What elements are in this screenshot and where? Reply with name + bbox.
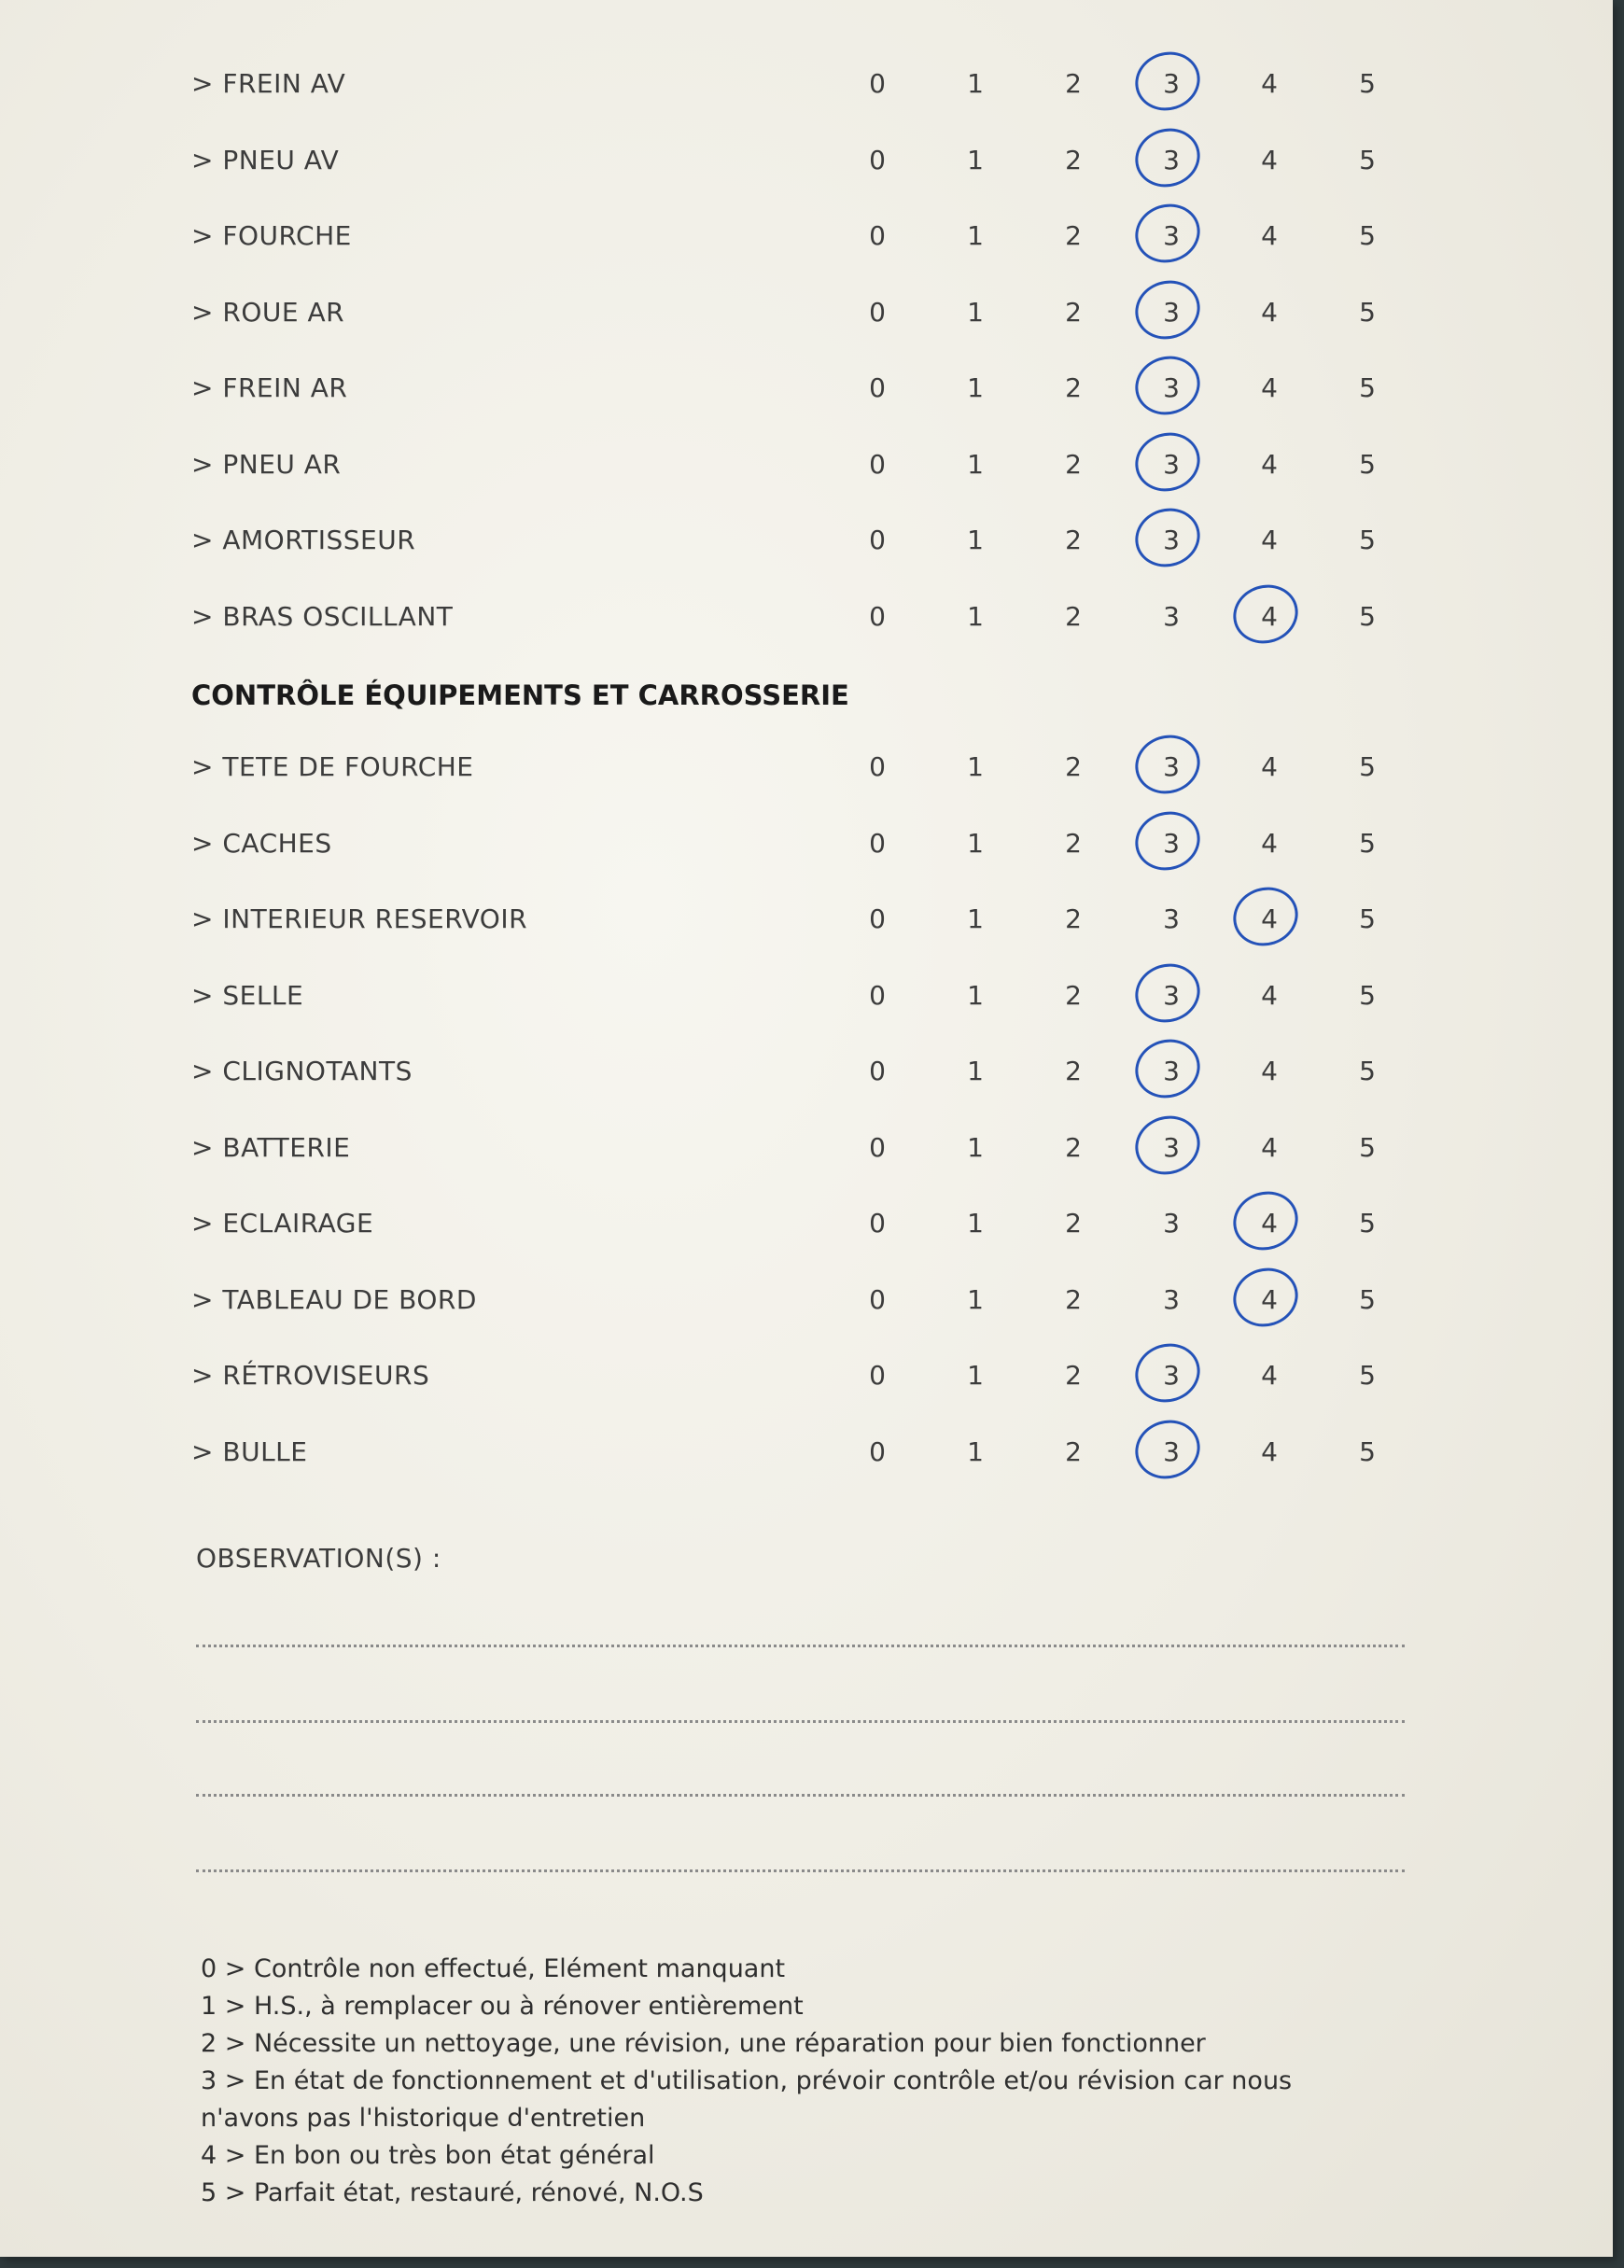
- selected-score-circle: [1127, 1031, 1208, 1107]
- score-option-0[interactable]: [859, 1043, 896, 1099]
- score-option-5[interactable]: [1349, 816, 1386, 872]
- checklist-row: [0, 739, 1613, 795]
- score-value: 0: [869, 144, 886, 175]
- item-label: > PNEU AV: [191, 144, 340, 175]
- score-value: 0: [869, 1360, 886, 1391]
- selected-score-circle: [1127, 1411, 1208, 1487]
- score-value: 0: [869, 1131, 886, 1163]
- score-value: 0: [869, 979, 886, 1011]
- checklist-row: [0, 360, 1613, 416]
- score-value: 2: [1065, 525, 1082, 555]
- score-value: 1: [967, 1283, 984, 1315]
- score-value: 0: [869, 903, 886, 934]
- score-value: 4: [1261, 144, 1278, 175]
- item-label: > SELLE: [191, 979, 304, 1011]
- score-option-0[interactable]: [859, 816, 896, 872]
- score-option-5[interactable]: [1349, 512, 1386, 568]
- score-value: 5: [1359, 372, 1376, 403]
- score-option-4[interactable]: [1251, 1272, 1288, 1328]
- selected-score-circle: [1127, 1107, 1208, 1183]
- score-option-5[interactable]: [1349, 208, 1386, 264]
- score-option-5[interactable]: [1349, 56, 1386, 112]
- score-value: 4: [1261, 903, 1278, 934]
- checklist-row: [0, 437, 1613, 493]
- score-value: 4: [1261, 827, 1278, 859]
- score-option-5[interactable]: [1349, 891, 1386, 947]
- score-option-5[interactable]: [1349, 1196, 1386, 1252]
- score-option-3[interactable]: [1153, 437, 1190, 493]
- score-option-2[interactable]: [1055, 589, 1092, 645]
- score-value: 2: [1065, 1360, 1082, 1391]
- score-option-0[interactable]: [859, 208, 896, 264]
- checklist-row: [0, 208, 1613, 264]
- selected-score-circle: [1127, 500, 1208, 576]
- score-value: 0: [869, 372, 886, 403]
- score-value: 5: [1359, 1360, 1376, 1391]
- score-option-0[interactable]: [859, 133, 896, 189]
- score-value: 5: [1359, 1056, 1376, 1086]
- score-option-3[interactable]: [1153, 133, 1190, 189]
- score-value: 5: [1359, 68, 1376, 99]
- score-option-3[interactable]: [1153, 1196, 1190, 1252]
- score-option-3[interactable]: [1153, 1424, 1190, 1480]
- legend-line: 3 > En état de fonctionnement et d'utilisation, prévoir contrôle et/ou révision car nous: [201, 2066, 1293, 2095]
- score-option-5[interactable]: [1349, 133, 1386, 189]
- checklist-row: [0, 1424, 1613, 1480]
- score-value: 2: [1065, 372, 1082, 403]
- score-option-3[interactable]: [1153, 1348, 1190, 1404]
- score-value: 2: [1065, 1283, 1082, 1315]
- score-value: 1: [967, 1360, 984, 1391]
- score-value: 4: [1261, 372, 1278, 403]
- selected-score-circle: [1127, 119, 1208, 195]
- score-value: 5: [1359, 296, 1376, 328]
- score-value: 2: [1065, 296, 1082, 328]
- score-option-3[interactable]: [1153, 1043, 1190, 1099]
- score-value: 4: [1261, 220, 1278, 251]
- observations-label: OBSERVATION(S) :: [196, 1543, 441, 1574]
- score-value: 3: [1163, 1131, 1180, 1163]
- score-value: 4: [1261, 1360, 1278, 1391]
- score-option-2[interactable]: [1055, 816, 1092, 872]
- score-value: 4: [1261, 525, 1278, 555]
- checklist-row: [0, 968, 1613, 1024]
- score-value: 2: [1065, 979, 1082, 1011]
- item-label: > AMORTISSEUR: [191, 525, 416, 555]
- score-option-3[interactable]: [1153, 285, 1190, 341]
- score-value: 2: [1065, 903, 1082, 934]
- score-value: 4: [1261, 751, 1278, 782]
- score-value: 4: [1261, 1208, 1278, 1239]
- score-option-1[interactable]: [957, 512, 994, 568]
- score-value: 1: [967, 1208, 984, 1239]
- score-option-5[interactable]: [1349, 1348, 1386, 1404]
- score-legend: [201, 1951, 1414, 2212]
- selected-score-circle: [1127, 272, 1208, 347]
- score-value: 5: [1359, 827, 1376, 859]
- score-value: 1: [967, 1131, 984, 1163]
- score-value: 4: [1261, 1131, 1278, 1163]
- score-option-3[interactable]: [1153, 589, 1190, 645]
- checklist-row: [0, 1348, 1613, 1404]
- score-value: 2: [1065, 448, 1082, 480]
- score-value: 0: [869, 827, 886, 859]
- score-value: 2: [1065, 827, 1082, 859]
- score-option-1[interactable]: [957, 133, 994, 189]
- item-label: > INTERIEUR RESERVOIR: [191, 903, 528, 934]
- selected-score-circle: [1127, 44, 1208, 119]
- score-option-1[interactable]: [957, 360, 994, 416]
- score-option-0[interactable]: [859, 1424, 896, 1480]
- score-option-3[interactable]: [1153, 968, 1190, 1024]
- score-option-4[interactable]: [1251, 512, 1288, 568]
- selected-score-circle: [1127, 803, 1208, 878]
- score-value: 2: [1065, 1435, 1082, 1467]
- score-option-0[interactable]: [859, 589, 896, 645]
- score-option-5[interactable]: [1349, 437, 1386, 493]
- item-label: > TETE DE FOURCHE: [191, 751, 474, 782]
- score-value: 3: [1163, 903, 1180, 934]
- score-option-5[interactable]: [1349, 1043, 1386, 1099]
- item-label: > BULLE: [191, 1435, 308, 1467]
- score-option-5[interactable]: [1349, 1424, 1386, 1480]
- score-option-2[interactable]: [1055, 512, 1092, 568]
- score-value: 0: [869, 525, 886, 555]
- checklist-row: [0, 816, 1613, 872]
- score-value: 4: [1261, 1435, 1278, 1467]
- score-value: 3: [1163, 220, 1180, 251]
- score-value: 5: [1359, 220, 1376, 251]
- score-value: 3: [1163, 448, 1180, 480]
- score-option-5[interactable]: [1349, 968, 1386, 1024]
- score-option-1[interactable]: [957, 56, 994, 112]
- score-value: 2: [1065, 1208, 1082, 1239]
- observation-line: [196, 1869, 1405, 1872]
- score-value: 1: [967, 1056, 984, 1086]
- selected-score-circle: [1127, 727, 1208, 803]
- item-label: > RÉTROVISEURS: [191, 1360, 430, 1391]
- score-option-1[interactable]: [957, 1120, 994, 1176]
- legend-line: 0 > Contrôle non effectué, Elément manquant: [201, 1954, 786, 1983]
- score-value: 5: [1359, 1131, 1376, 1163]
- checklist-row: [0, 56, 1613, 112]
- score-option-4[interactable]: [1251, 437, 1288, 493]
- score-value: 4: [1261, 1283, 1278, 1315]
- checklist-row: [0, 512, 1613, 568]
- score-option-3[interactable]: [1153, 739, 1190, 795]
- score-option-2[interactable]: [1055, 437, 1092, 493]
- item-label: > ECLAIRAGE: [191, 1208, 374, 1239]
- legend-line: 2 > Nécessite un nettoyage, une révision, une réparation pour bien fonctionner: [201, 2029, 1206, 2058]
- score-option-5[interactable]: [1349, 739, 1386, 795]
- score-option-4[interactable]: [1251, 1196, 1288, 1252]
- score-value: 5: [1359, 525, 1376, 555]
- score-value: 0: [869, 600, 886, 632]
- observation-line: [196, 1794, 1405, 1797]
- score-option-4[interactable]: [1251, 968, 1288, 1024]
- score-option-1[interactable]: [957, 968, 994, 1024]
- item-label: > BATTERIE: [191, 1131, 351, 1163]
- score-value: 4: [1261, 979, 1278, 1011]
- score-value: 1: [967, 144, 984, 175]
- score-option-1[interactable]: [957, 1348, 994, 1404]
- score-option-1[interactable]: [957, 1272, 994, 1328]
- score-value: 5: [1359, 1208, 1376, 1239]
- score-value: 1: [967, 827, 984, 859]
- score-value: 5: [1359, 1435, 1376, 1467]
- checklist-row: [0, 1196, 1613, 1252]
- score-value: 1: [967, 600, 984, 632]
- score-option-4[interactable]: [1251, 816, 1288, 872]
- score-option-4[interactable]: [1251, 360, 1288, 416]
- checklist-row: [0, 1272, 1613, 1328]
- selected-score-circle: [1225, 879, 1306, 955]
- score-value: 0: [869, 220, 886, 251]
- selected-score-circle: [1127, 196, 1208, 272]
- score-value: 0: [869, 751, 886, 782]
- score-option-2[interactable]: [1055, 56, 1092, 112]
- score-value: 3: [1163, 1283, 1180, 1315]
- score-value: 3: [1163, 372, 1180, 403]
- item-label: > FOURCHE: [191, 220, 352, 251]
- score-option-5[interactable]: [1349, 1120, 1386, 1176]
- score-value: 2: [1065, 68, 1082, 99]
- score-value: 4: [1261, 68, 1278, 99]
- legend-line: 5 > Parfait état, restauré, rénové, N.O.S: [201, 2178, 704, 2207]
- score-option-0[interactable]: [859, 891, 896, 947]
- score-option-0[interactable]: [859, 360, 896, 416]
- score-option-3[interactable]: [1153, 56, 1190, 112]
- selected-score-circle: [1225, 1259, 1306, 1335]
- score-value: 1: [967, 1435, 984, 1467]
- score-option-0[interactable]: [859, 968, 896, 1024]
- score-value: 2: [1065, 144, 1082, 175]
- score-value: 5: [1359, 448, 1376, 480]
- score-option-1[interactable]: [957, 437, 994, 493]
- score-option-5[interactable]: [1349, 360, 1386, 416]
- score-value: 3: [1163, 751, 1180, 782]
- checklist-row: [0, 589, 1613, 645]
- score-option-1[interactable]: [957, 816, 994, 872]
- selected-score-circle: [1127, 424, 1208, 499]
- score-option-3[interactable]: [1153, 1120, 1190, 1176]
- score-value: 5: [1359, 751, 1376, 782]
- score-value: 0: [869, 448, 886, 480]
- score-option-0[interactable]: [859, 1272, 896, 1328]
- score-option-3[interactable]: [1153, 512, 1190, 568]
- score-option-2[interactable]: [1055, 208, 1092, 264]
- score-value: 1: [967, 372, 984, 403]
- score-option-2[interactable]: [1055, 1348, 1092, 1404]
- score-option-0[interactable]: [859, 1196, 896, 1252]
- checklist-row: [0, 285, 1613, 341]
- item-label: > FREIN AV: [191, 68, 346, 99]
- legend-line: 4 > En bon ou très bon état général: [201, 2141, 655, 2170]
- score-value: 1: [967, 448, 984, 480]
- score-option-4[interactable]: [1251, 1043, 1288, 1099]
- score-option-2[interactable]: [1055, 1424, 1092, 1480]
- score-option-0[interactable]: [859, 512, 896, 568]
- score-value: 2: [1065, 1056, 1082, 1086]
- score-value: 0: [869, 1208, 886, 1239]
- score-value: 3: [1163, 296, 1180, 328]
- score-option-1[interactable]: [957, 1043, 994, 1099]
- score-value: 1: [967, 296, 984, 328]
- score-option-4[interactable]: [1251, 589, 1288, 645]
- score-value: 0: [869, 1283, 886, 1315]
- score-option-5[interactable]: [1349, 285, 1386, 341]
- score-option-4[interactable]: [1251, 285, 1288, 341]
- item-label: > CACHES: [191, 827, 332, 859]
- score-option-1[interactable]: [957, 208, 994, 264]
- score-option-4[interactable]: [1251, 56, 1288, 112]
- score-value: 1: [967, 751, 984, 782]
- observation-line: [196, 1720, 1405, 1723]
- score-value: 5: [1359, 144, 1376, 175]
- score-value: 3: [1163, 827, 1180, 859]
- score-value: 2: [1065, 1131, 1082, 1163]
- score-option-2[interactable]: [1055, 1043, 1092, 1099]
- score-option-2[interactable]: [1055, 739, 1092, 795]
- checklist-row: [0, 1043, 1613, 1099]
- score-option-1[interactable]: [957, 891, 994, 947]
- score-value: 4: [1261, 1056, 1278, 1086]
- score-option-1[interactable]: [957, 589, 994, 645]
- score-option-0[interactable]: [859, 1120, 896, 1176]
- score-value: 3: [1163, 1435, 1180, 1467]
- score-value: 4: [1261, 296, 1278, 328]
- score-option-2[interactable]: [1055, 1196, 1092, 1252]
- score-option-2[interactable]: [1055, 1120, 1092, 1176]
- selected-score-circle: [1127, 1336, 1208, 1411]
- checklist-row: [0, 891, 1613, 947]
- score-option-1[interactable]: [957, 739, 994, 795]
- score-value: 5: [1359, 1283, 1376, 1315]
- score-option-4[interactable]: [1251, 739, 1288, 795]
- item-label: > PNEU AR: [191, 448, 342, 480]
- score-value: 1: [967, 979, 984, 1011]
- item-label: > ROUE AR: [191, 296, 345, 328]
- checklist-row: [0, 133, 1613, 189]
- score-option-2[interactable]: [1055, 133, 1092, 189]
- score-option-4[interactable]: [1251, 1424, 1288, 1480]
- score-value: 3: [1163, 600, 1180, 632]
- score-option-3[interactable]: [1153, 891, 1190, 947]
- score-option-3[interactable]: [1153, 360, 1190, 416]
- item-label: > BRAS OSCILLANT: [191, 600, 454, 632]
- score-option-0[interactable]: [859, 1348, 896, 1404]
- score-option-2[interactable]: [1055, 968, 1092, 1024]
- score-value: 5: [1359, 979, 1376, 1011]
- score-option-4[interactable]: [1251, 891, 1288, 947]
- score-value: 5: [1359, 600, 1376, 632]
- item-label: > CLIGNOTANTS: [191, 1056, 413, 1086]
- checklist-row: [0, 1120, 1613, 1176]
- score-value: 2: [1065, 751, 1082, 782]
- score-option-0[interactable]: [859, 285, 896, 341]
- observation-line: [196, 1645, 1405, 1647]
- score-option-4[interactable]: [1251, 1120, 1288, 1176]
- score-option-3[interactable]: [1153, 208, 1190, 264]
- score-value: 3: [1163, 1208, 1180, 1239]
- legend-line: n'avons pas l'historique d'entretien: [201, 2104, 646, 2133]
- score-option-3[interactable]: [1153, 1272, 1190, 1328]
- score-option-0[interactable]: [859, 56, 896, 112]
- section-title: CONTRÔLE ÉQUIPEMENTS ET CARROSSERIE: [191, 679, 849, 711]
- score-value: 0: [869, 1056, 886, 1086]
- selected-score-circle: [1225, 576, 1306, 651]
- score-value: 4: [1261, 448, 1278, 480]
- score-value: 3: [1163, 68, 1180, 99]
- score-value: 1: [967, 220, 984, 251]
- item-label: > TABLEAU DE BORD: [191, 1283, 477, 1315]
- score-value: 2: [1065, 220, 1082, 251]
- item-label: > FREIN AR: [191, 372, 348, 403]
- score-value: 5: [1359, 903, 1376, 934]
- score-value: 1: [967, 68, 984, 99]
- selected-score-circle: [1127, 348, 1208, 424]
- score-option-1[interactable]: [957, 1424, 994, 1480]
- selected-score-circle: [1225, 1183, 1306, 1259]
- score-option-2[interactable]: [1055, 285, 1092, 341]
- score-value: 0: [869, 68, 886, 99]
- score-option-5[interactable]: [1349, 589, 1386, 645]
- score-value: 0: [869, 296, 886, 328]
- score-option-1[interactable]: [957, 1196, 994, 1252]
- score-option-2[interactable]: [1055, 360, 1092, 416]
- score-value: 4: [1261, 600, 1278, 632]
- score-option-4[interactable]: [1251, 1348, 1288, 1404]
- score-value: 1: [967, 525, 984, 555]
- score-option-3[interactable]: [1153, 816, 1190, 872]
- score-option-5[interactable]: [1349, 1272, 1386, 1328]
- score-value: 3: [1163, 979, 1180, 1011]
- score-value: 1: [967, 903, 984, 934]
- score-value: 3: [1163, 144, 1180, 175]
- score-value: 3: [1163, 1360, 1180, 1391]
- score-option-2[interactable]: [1055, 1272, 1092, 1328]
- score-value: 2: [1065, 600, 1082, 632]
- score-value: 0: [869, 1435, 886, 1467]
- score-value: 3: [1163, 1056, 1180, 1086]
- legend-line: 1 > H.S., à remplacer ou à rénover entièrement: [201, 1992, 804, 2021]
- score-option-2[interactable]: [1055, 891, 1092, 947]
- selected-score-circle: [1127, 955, 1208, 1030]
- score-option-4[interactable]: [1251, 133, 1288, 189]
- score-option-1[interactable]: [957, 285, 994, 341]
- score-option-4[interactable]: [1251, 208, 1288, 264]
- score-value: 3: [1163, 525, 1180, 555]
- score-option-0[interactable]: [859, 739, 896, 795]
- score-option-0[interactable]: [859, 437, 896, 493]
